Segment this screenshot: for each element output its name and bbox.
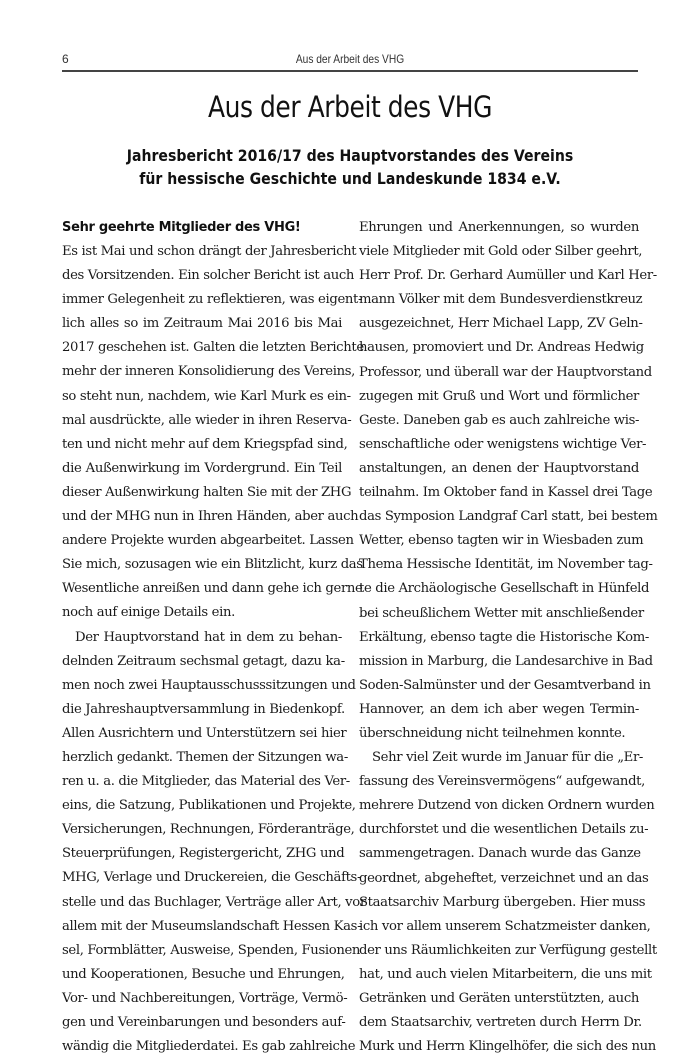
running-title: Aus der Arbeit des VHG <box>295 52 405 66</box>
body-text-line: Wesentliche anreißen und dann gehe ich gerne <box>62 581 363 597</box>
subtitle-line: Jahresbericht 2016/17 des Hauptvorstandes des Vereins <box>126 146 574 165</box>
body-text-line: eins, die Satzung, Publikationen und Projekte, <box>62 798 356 814</box>
body-text-line: lich alles so im Zeitraum Mai 2016 bis Mai <box>62 316 342 332</box>
body-text-line: zugegen mit Gruß und Wort und förmlicher <box>359 388 639 404</box>
body-text-line: überschneidung nicht teilnehmen konnte. <box>359 725 626 741</box>
running-header <box>62 50 638 70</box>
body-text-line: Sehr viel Zeit wurde im Januar für die „Er- <box>372 750 644 766</box>
body-text-line: Vor- und Nachbereitungen, Vorträge, Vermö- <box>62 990 348 1006</box>
body-text-line: Ehrungen und Anerkennungen, so wurden <box>359 220 639 235</box>
body-text-line: hausen, promoviert und Dr. Andreas Hedwig <box>359 340 644 356</box>
body-text-line: teilnahm. Im Oktober fand in Kassel drei Tage <box>359 485 653 501</box>
body-text-line: so steht nun, nachdem, wie Karl Murk es ein- <box>62 388 351 404</box>
body-text-line: und der MHG nun in Ihren Händen, aber auch <box>62 509 359 525</box>
body-text-line: bei scheußlichem Wetter mit anschließender <box>359 605 644 621</box>
body-text-line: ren u. a. die Mitglieder, das Material des Ver- <box>62 774 350 790</box>
body-text-line: Wetter, ebenso tagten wir in Wiesbaden zum <box>359 533 644 549</box>
body-text-line: geordnet, abgeheftet, verzeichnet und an das <box>359 870 649 886</box>
body-text-line: Sie mich, sozusagen wie ein Blitzlicht, kurz das <box>62 557 363 573</box>
article-title: Aus der Arbeit des VHG <box>207 90 493 124</box>
body-text-line: Thema Hessische Identität, im November tag- <box>359 557 653 573</box>
body-text-line: delnden Zeitraum sechsmal getagt, dazu ka- <box>62 653 345 669</box>
body-text-line: mission in Marburg, die Landesarchive in Bad <box>359 653 653 669</box>
body-text-line: mann Völker mit dem Bundesverdienstkreuz <box>359 292 643 308</box>
body-text-line: gen und Vereinbarungen und besonders auf- <box>62 1015 346 1030</box>
body-text-line: Getränken und Geräten unterstützten, auch <box>359 991 639 1006</box>
body-text-line: ich vor allem unserem Schatzmeister danken, <box>359 918 651 934</box>
body-text-line: die Jahreshauptversammlung in Biedenkopf. <box>62 701 345 717</box>
subtitle-line: für hessische Geschichte und Landeskunde 1834 e.V. <box>139 169 561 188</box>
body-text-line: die Außenwirkung im Vordergrund. Ein Teil <box>62 460 342 476</box>
body-text-line: Soden-Salmünster und der Gesamtverband in <box>359 677 651 693</box>
body-text-line: senschaftliche oder wenigstens wichtige Ver- <box>359 436 647 452</box>
body-text-line: viele Mitglieder mit Gold oder Silber geehrt, <box>359 244 643 260</box>
body-text-line: Hannover, an dem ich aber wegen Termin- <box>359 701 639 717</box>
body-text-line: herzlich gedankt. Themen der Sitzungen wa- <box>62 749 348 765</box>
body-text-line: mal ausdrückte, alle wieder in ihren Reserva- <box>62 412 352 428</box>
right-column <box>359 216 658 1059</box>
body-text-line: MHG, Verlage und Druckereien, die Geschäfts- <box>62 870 362 886</box>
left-column <box>62 216 366 1059</box>
body-text-line: noch auf einige Details ein. <box>62 605 235 621</box>
body-text-line: Es ist Mai und schon drängt der Jahresbericht <box>62 244 357 259</box>
body-text-line: sammengetragen. Danach wurde das Ganze <box>359 846 641 862</box>
body-text-line: der uns Räumlichkeiten zur Verfügung gestellt <box>359 942 657 958</box>
body-text-line: Murk und Herrn Klingelhöfer, die sich des nun <box>359 1039 656 1055</box>
body-text-line: anstaltungen, an denen der Hauptvorstand <box>359 460 639 476</box>
body-text-line: wändig die Mitgliederdatei. Es gab zahlreiche <box>62 1039 356 1055</box>
body-text-line: dieser Außenwirkung halten Sie mit der ZHG <box>62 484 352 500</box>
page-number: 6 <box>62 52 69 66</box>
body-text-line: mehr der inneren Konsolidierung des Vereins, <box>62 364 356 380</box>
article-subtitle <box>42 144 658 190</box>
body-text-line: 2017 geschehen ist. Galten die letzten Berichte <box>62 340 364 356</box>
body-text-line: und Kooperationen, Besuche und Ehrungen, <box>62 966 345 982</box>
body-text-line: das Symposion Landgraf Carl statt, bei bestem <box>359 509 658 525</box>
body-text-line: Erkältung, ebenso tagte die Historische Kom- <box>359 629 649 645</box>
body-text-line: sel, Formblätter, Ausweise, Spenden, Fusionen <box>62 942 361 958</box>
body-text-line: Allen Ausrichtern und Unterstützern sei hier <box>62 725 347 741</box>
header-rule <box>62 70 638 72</box>
body-text-line: andere Projekte wurden abgearbeitet. Lassen <box>62 533 354 549</box>
body-text-line: mehrere Dutzend von dicken Ordnern wurden <box>359 798 655 814</box>
body-text-line: fassung des Vereinsvermögens“ aufgewandt, <box>359 774 645 790</box>
body-text-line: Steuerprüfungen, Registergericht, ZHG und <box>62 846 345 862</box>
body-text-line: immer Gelegenheit zu reflektieren, was eigent- <box>62 292 363 308</box>
body-text-line: allem mit der Museumslandschaft Hessen Kas- <box>62 918 362 934</box>
body-text-line: te die Archäologische Gesellschaft in Hünfeld <box>359 581 650 597</box>
body-text-line: Professor, und überall war der Hauptvorstand <box>359 364 652 380</box>
greeting-heading: Sehr geehrte Mitglieder des VHG! <box>62 220 301 235</box>
body-text-line: ten und nicht mehr auf dem Kriegspfad sind, <box>62 436 348 452</box>
body-text-line: Staatsarchiv Marburg übergeben. Hier muss <box>359 894 646 910</box>
body-text-line: hat, und auch vielen Mitarbeitern, die uns mit <box>359 966 652 982</box>
body-text-line: Der Hauptvorstand hat in dem zu behan- <box>75 629 342 645</box>
body-text-line: Versicherungen, Rechnungen, Förderanträge, <box>62 822 355 838</box>
body-text-line: Herr Prof. Dr. Gerhard Aumüller und Karl Her- <box>359 268 657 284</box>
body-text-line: des Vorsitzenden. Ein solcher Bericht ist auch <box>62 268 355 284</box>
body-text-line: Geste. Daneben gab es auch zahlreiche wis- <box>359 412 640 428</box>
body-text-line: durchforstet und die wesentlichen Details zu- <box>359 822 649 838</box>
body-text-line: stelle und das Buchlager, Verträge aller Art, vor <box>62 894 366 910</box>
body-text-line: dem Staatsarchiv, vertreten durch Herrn Dr. <box>359 1015 642 1031</box>
body-text-line: men noch zwei Hauptausschusssitzungen und <box>62 677 356 693</box>
body-text-line: ausgezeichnet, Herr Michael Lapp, ZV Geln- <box>359 316 643 332</box>
